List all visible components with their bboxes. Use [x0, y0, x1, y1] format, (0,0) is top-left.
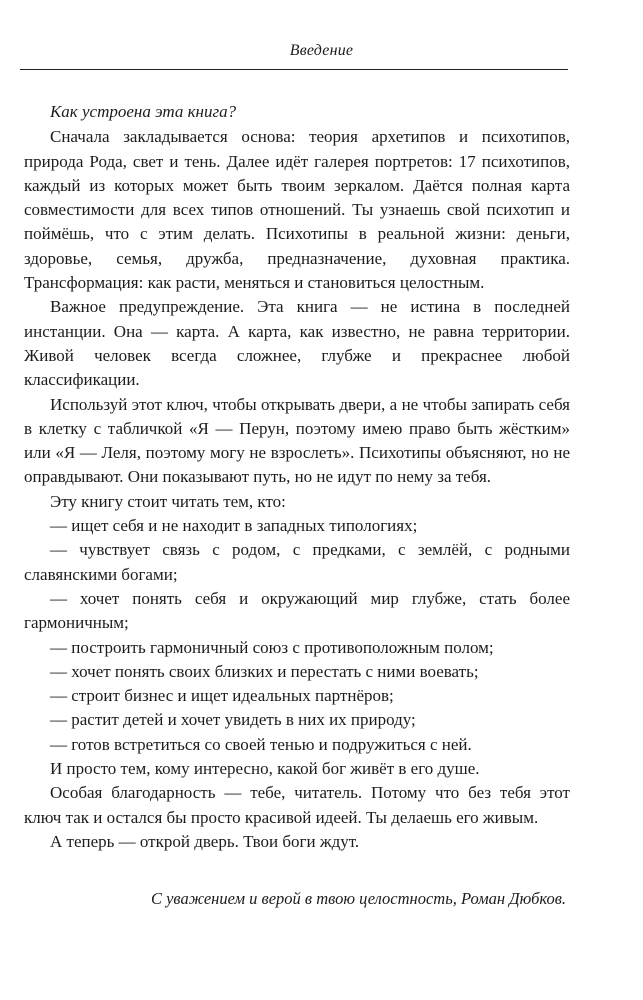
paragraph-warning: Важное предупреждение. Эта книга — не истина в последней инстанции. Она — карта. А карта, как известно, не равна территории. Живой человек всегда сложнее, глубже и прекраснее любой классификации.	[24, 297, 570, 390]
paragraph-open-door: А теперь — открой дверь. Твои боги ждут.	[50, 831, 360, 851]
list-item: — чувствует связь с родом, с предками, с землёй, с родными славянскими богами;	[24, 540, 570, 584]
paragraph-interest: И просто тем, кому интересно, какой бог живёт в его душе.	[50, 759, 480, 779]
list-item: — хочет понять своих близких и перестать с ними воевать;	[50, 661, 479, 681]
list-item: — хочет понять себя и окружающий мир глубже, стать более гармоничным;	[24, 588, 570, 633]
paragraph-gratitude: Особая благодарность — тебе, читатель. Потому что без тебя этот ключ так и остался бы просто красивой идеей. Ты делаешь его живым.	[24, 783, 570, 827]
paragraph-audience-intro: Эту книгу стоит читать тем, кто:	[50, 491, 286, 511]
body-text	[24, 100, 570, 854]
list-item: — ищет себя и не находит в западных типологиях;	[50, 516, 418, 536]
list-item: — построить гармоничный союз с противоположным полом;	[50, 637, 494, 657]
signature: С уважением и верой в твою целостность, Роман Дюбков.	[150, 889, 566, 908]
paragraph-overview: Сначала закладывается основа: теория архетипов и психотипов, природа Рода, свет и тень. Далее идёт галерея портретов: 17 психотипов, каждый из которых может быть твоим зеркалом. Даётся полная карта совместимости для всех типов отношений. Ты узнаешь свой психотип и поймёшь, что с этим делать. Психотипы в реальной жизни: деньги, здоровье, семья, дружба, предназначение, духовная практика. Трансформация: как расти, меняться и становиться целостным.	[24, 127, 570, 293]
list-item: — растит детей и хочет увидеть в них их природу;	[50, 710, 416, 730]
paragraph-key: Используй этот ключ, чтобы открывать двери, а не чтобы запирать себя в клетку с табличкой «Я — Перун, поэтому имею право быть жёстким» или «Я — Леля, поэтому могу не взрослеть». Психотипы объясняют, но не оправдывают. Они показывают путь, но не идут по нему за тебя.	[24, 394, 570, 487]
section-heading: Как устроена эта книга?	[50, 102, 237, 121]
list-item: — готов встретиться со своей тенью и подружиться с ней.	[50, 734, 472, 754]
header-rule	[20, 69, 568, 70]
running-header: Введение	[289, 42, 354, 59]
list-item: — строит бизнес и ищет идеальных партнёров;	[50, 686, 394, 706]
